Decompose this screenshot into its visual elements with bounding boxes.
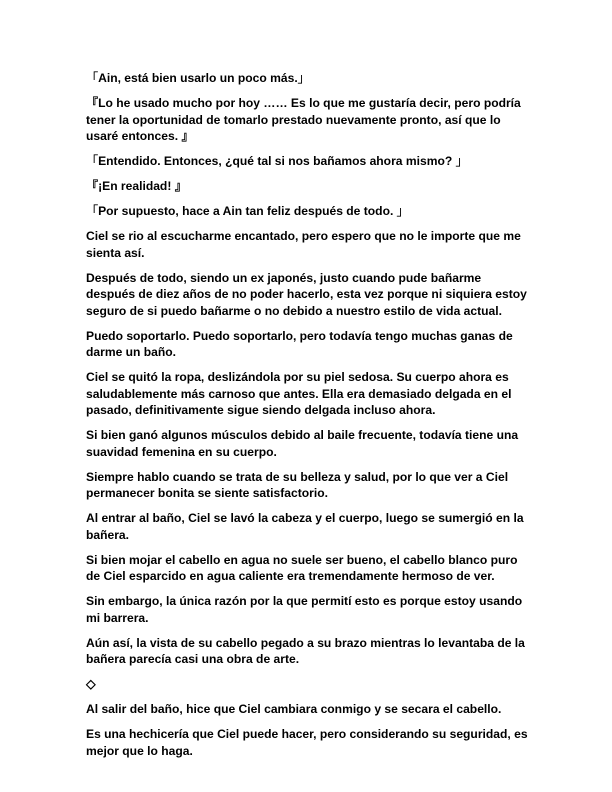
body-paragraph: Si bien mojar el cabello en agua no suele ser bueno, el cabello blanco puro de Ciel esparcido en agua caliente era tremendamente hermoso de ver. bbox=[86, 552, 521, 583]
body-paragraph: Sin embargo, la única razón por la que permití esto es porque estoy usando mi barrera. bbox=[86, 594, 526, 625]
dialogue-line: 「Por supuesto, hace a Ain tan feliz después de todo. 」 bbox=[86, 204, 409, 218]
body-paragraph: Ciel se rio al escucharme encantado, pero espero que no le importe que me sienta así. bbox=[86, 229, 525, 260]
dialogue-line: 『¡En realidad! 』 bbox=[86, 179, 187, 193]
body-paragraph: Puedo soportarlo. Puedo soportarlo, pero todavía tengo muchas ganas de darme un baño. bbox=[86, 328, 517, 359]
dialogue-line: 「Entendido. Entonces, ¿qué tal si nos bañamos ahora mismo? 」 bbox=[86, 154, 468, 168]
body-paragraph: Ciel se quitó la ropa, deslizándola por su piel sedosa. Su cuerpo ahora es saludablemente más carnoso que antes. Ella era demasiado delgada en el pasado, definitivamente sigue siendo delgada incluso ahora. bbox=[86, 370, 515, 417]
document-body bbox=[86, 70, 532, 768]
body-paragraph: Al entrar al baño, Ciel se lavó la cabeza y el cuerpo, luego se sumergió en la bañera. bbox=[86, 511, 527, 542]
body-paragraph: Aún así, la vista de su cabello pegado a su brazo mientras lo levantaba de la bañera parecía casi una obra de arte. bbox=[86, 635, 529, 666]
body-paragraph: Después de todo, siendo un ex japonés, justo cuando pude bañarme después de diez años de no poder hacerlo, esta vez porque ni siquiera estoy seguro de si puedo bañarme o no debido a nuestro estilo de vida actual. bbox=[86, 270, 531, 318]
dialogue-line: 『Lo he usado mucho por hoy …… Es lo que me gustaría decir, pero podría tener la oportunidad de tomarlo prestado nuevamente pronto, así que lo usaré entonces. 』 bbox=[86, 96, 525, 143]
body-paragraph: Si bien ganó algunos músculos debido al baile frecuente, todavía tiene una suavidad femenina en su cuerpo. bbox=[86, 428, 522, 459]
scene-break-diamond-icon: ◇ bbox=[86, 677, 96, 691]
body-paragraph: Al salir del baño, hice que Ciel cambiara conmigo y se secara el cabello. bbox=[86, 702, 502, 716]
dialogue-line: 「Ain, está bien usarlo un poco más.」 bbox=[86, 71, 310, 85]
body-paragraph: Es una hechicería que Ciel puede hacer, pero considerando su seguridad, es mejor que lo haga. bbox=[86, 727, 531, 758]
body-paragraph: Siempre hablo cuando se trata de su belleza y salud, por lo que ver a Ciel permanecer bonita se siente satisfactorio. bbox=[86, 469, 512, 500]
